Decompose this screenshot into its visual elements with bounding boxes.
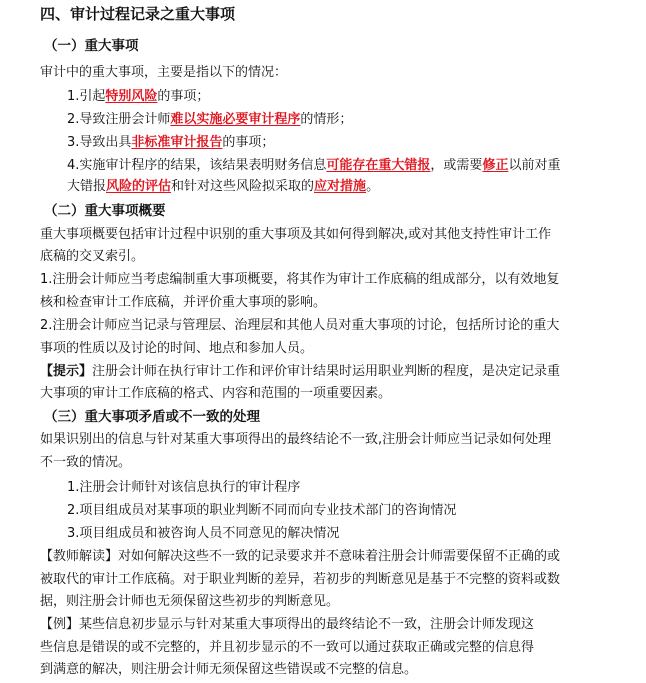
part1-item-4-line1 [67, 158, 560, 174]
item-text: 3.导致出具 [67, 135, 132, 150]
part2-paragraph: 底稿的交叉索引。 [40, 249, 145, 264]
part1-item-3 [67, 135, 274, 151]
teacher-note [40, 549, 560, 565]
example-label: 【例】 [40, 617, 80, 632]
example-paragraph [40, 617, 534, 633]
part3-item-3: 3.项目组成员和被咨询人员不同意见的解决情况 [67, 526, 340, 541]
item-text: 1.引起 [67, 89, 106, 104]
highlight-term: 风险的评估 [106, 179, 172, 194]
part1-item-2 [67, 112, 352, 128]
item-text: 的事项； [222, 135, 275, 150]
teacher-note-label: 【教师解读】 [40, 549, 119, 564]
part2-heading: （二）重大事项概要 [44, 203, 166, 219]
part2-paragraph: 事项的性质以及讨论的时间、地点和参加人员。 [40, 341, 314, 356]
highlight-term: 非标准审计报告 [131, 135, 223, 150]
tip-text: 注册会计师在执行审计工作和评价审计结果时运用职业判断的程度，是决定记录重 [92, 364, 561, 379]
part3-heading: （三）重大事项矛盾或不一致的处理 [44, 409, 260, 425]
item-text: 。 [366, 179, 380, 194]
part3-paragraph: 如果识别出的信息与针对某重大事项得出的最终结论不一致,注册会计师应当记录如何处理 [40, 432, 552, 447]
highlight-term: 特别风险 [105, 89, 158, 104]
part3-paragraph: 不一致的情况。 [40, 455, 132, 470]
item-text: 的情形； [300, 112, 353, 127]
item-text: 2.导致注册会计师 [67, 112, 171, 127]
example-paragraph: 到满意的解决，则注册会计师无须保留这些错误或不完整的信息。 [40, 662, 418, 677]
part3-item-2: 2.项目组成员对某事项的职业判断不同而向专业技术部门的咨询情况 [67, 503, 457, 518]
tip-paragraph [40, 364, 560, 380]
part1-heading: （一）重大事项 [44, 38, 139, 54]
item-text: ，或需要 [430, 158, 483, 173]
tip-label: 【提示】 [40, 364, 93, 379]
example-text: 某些信息初步显示与针对某重大事项得出的最终结论不一致，注册会计师发现这 [79, 617, 535, 632]
tip-paragraph: 大事项的审计工作底稿的格式、内容和范围的一项重要因素。 [40, 386, 392, 401]
highlight-term: 难以实施必要审计程序 [170, 112, 301, 127]
teacher-note-text: 对如何解决这些不一致的记录要求并不意味着注册会计师需要保留不正确的或 [118, 549, 561, 564]
item-text: 大错报 [67, 179, 107, 194]
part2-paragraph: 核和检查审计工作底稿，并评价重大事项的影响。 [40, 295, 327, 310]
item-text: 和针对这些风险拟采取的 [171, 179, 315, 194]
highlight-term: 应对措施 [314, 179, 367, 194]
teacher-note: 据，则注册会计师也无须保留这些初步的判断意见。 [40, 594, 340, 609]
part3-item-1: 1.注册会计师针对该信息执行的审计程序 [67, 480, 301, 495]
example-paragraph: 些信息是错误的或不完整的，并且初步显示的不一致可以通过获取正确或完整的信息得 [40, 640, 535, 655]
item-text: 的事项； [157, 89, 210, 104]
highlight-term: 修正 [482, 158, 509, 173]
item-text: 4.实施审计程序的结果，该结果表明财务信息 [67, 158, 327, 173]
part1-item-4-line2 [67, 179, 379, 195]
part1-item-1 [67, 89, 209, 105]
part1-intro: 审计中的重大事项，主要是指以下的情况： [40, 65, 288, 80]
teacher-note: 被取代的审计工作底稿。对于职业判断的差异，若初步的判断意见是基于不完整的资料或数 [40, 572, 561, 587]
part2-paragraph: 重大事项概要包括审计过程中识别的重大事项及其如何得到解决,或对其他支持性审计工作 [40, 227, 552, 242]
part2-paragraph: 2.注册会计师应当记录与管理层、治理层和其他人员对重大事项的讨论，包括所讨论的重大 [40, 318, 560, 333]
highlight-term: 可能存在重大错报 [326, 158, 431, 173]
part2-paragraph: 1.注册会计师应当考虑编制重大事项概要，将其作为审计工作底稿的组成部分，以有效地复 [40, 272, 560, 287]
section-title: 四、审计过程记录之重大事项 [40, 5, 236, 23]
item-text: 以前对重 [508, 158, 561, 173]
